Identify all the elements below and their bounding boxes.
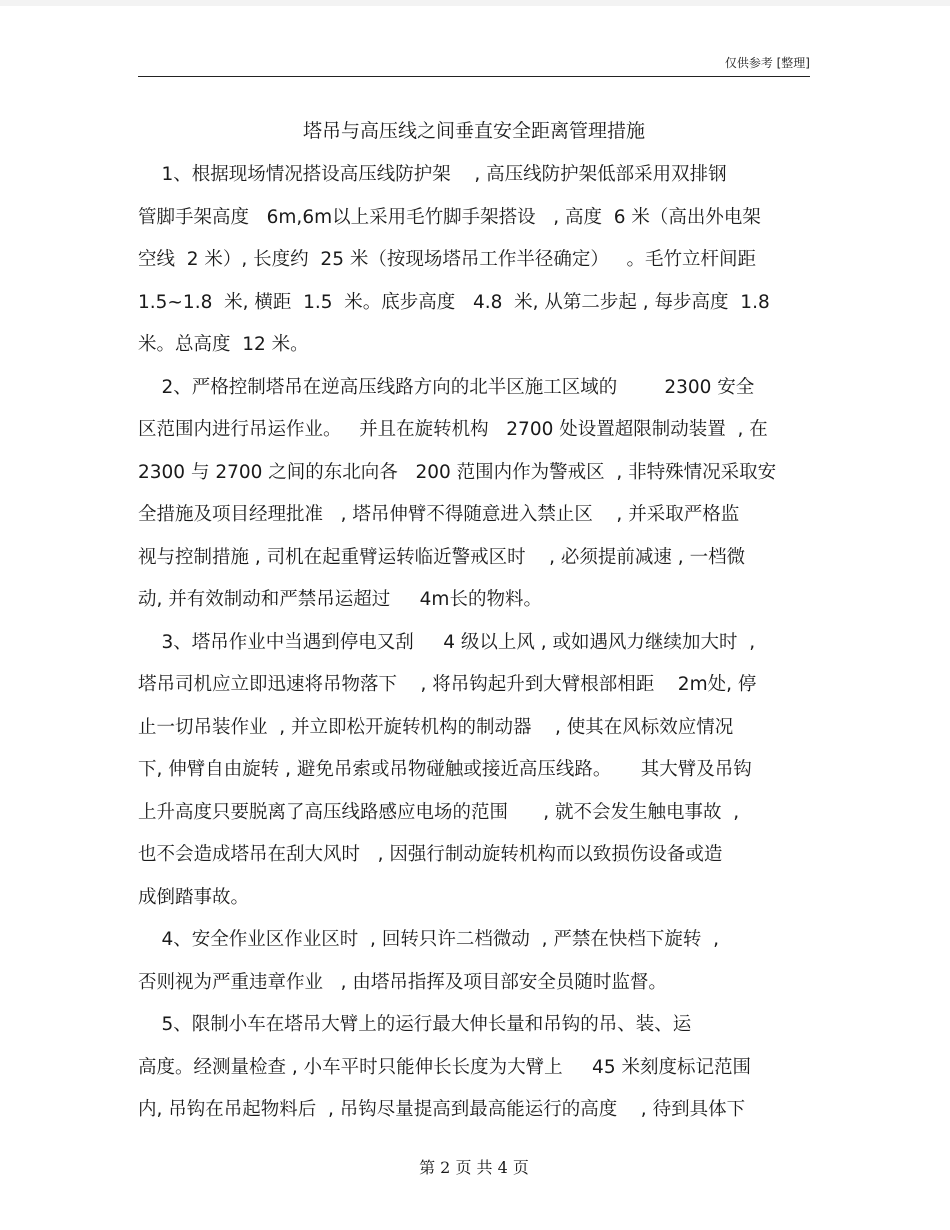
text-line: 成倒踏事故。: [138, 886, 250, 908]
text-line: 内, 吊钩在吊起物料后 , 吊钩尽量提高到最高能运行的高度 , 待到具体下: [138, 1099, 746, 1120]
text-line: 上升高度只要脱离了高压线路感应电场的范围 , 就不会发生触电事故 ,: [138, 801, 740, 823]
text-line: 区范围内进行吊运作业。 并且在旋转机构 2700 处设置超限制动装置 , 在: [138, 419, 768, 440]
header-rule: [138, 76, 810, 77]
text-line: 4、安全作业区作业区时 , 回转只许二档微动 , 严禁在快档下旋转 ,: [138, 929, 719, 950]
page-number: 第 2 页 共 4 页: [419, 1158, 529, 1177]
text-line: 下, 伸臂自由旋转 , 避免吊索或吊物碰触或接近高压线路。 其大臂及吊钩: [138, 759, 752, 780]
document-body: [138, 154, 810, 1132]
text-line: 1、根据现场情况搭设高压线防护架 , 高压线防护架低部采用双排钢: [138, 164, 727, 185]
page-top-edge: [0, 0, 950, 6]
text-line: 否则视为严重违章作业 , 由塔吊指挥及项目部安全员随时监督。: [138, 971, 667, 993]
text-line: 止一切吊装作业 , 并立即松开旋转机构的制动器 , 使其在风标效应情况: [138, 716, 734, 738]
text-line: 1.5~1.8 米, 横距 1.5 米。底步高度 4.8 米, 从第二步起 , 每步高度 1.8: [138, 291, 770, 313]
document-title: 塔吊与高压线之间垂直安全距离管理措施: [302, 120, 645, 142]
text-line: 2300 与 2700 之间的东北向各 200 范围内作为警戒区 , 非特殊情况采取安: [138, 461, 777, 483]
text-line: 塔吊司机应立即迅速将吊物落下 , 将吊钩起升到大臂根部相距 2m处, 停: [138, 674, 757, 695]
text-line: 5、限制小车在塔吊大臂上的运行最大伸长量和吊钩的吊、装、运: [138, 1014, 692, 1035]
text-line: 高度。经测量检查 , 小车平时只能伸长长度为大臂上 45 米刻度标记范围: [138, 1056, 751, 1078]
text-line: 全措施及项目经理批准 , 塔吊伸臂不得随意进入禁止区 , 并采取严格监: [138, 504, 740, 525]
text-line: 视与控制措施 , 司机在起重臂运转临近警戒区时 , 必须提前减速 , 一档微: [138, 546, 746, 568]
text-line: 也不会造成塔吊在刮大风时 , 因强行制动旋转机构而以致损伤设备或造: [138, 844, 723, 865]
text-line: 3、塔吊作业中当遇到停电又刮 4 级以上风 , 或如遇风力继续加大时 ,: [138, 631, 756, 653]
text-line: 米。总高度 12 米。: [138, 334, 309, 355]
text-line: 动, 并有效制动和严禁吊运超过 4m长的物料。: [138, 589, 542, 610]
header-note: 仅供参考 [整理]: [724, 56, 810, 70]
text-line: 空线 2 米）, 长度约 25 米（按现场塔吊工作半径确定） 。毛竹立杆间距: [138, 249, 757, 270]
text-line: 管脚手架高度 6m,6m以上采用毛竹脚手架搭设 , 高度 6 米（高出外电架: [138, 206, 761, 228]
text-line: 2、严格控制塔吊在逆高压线路方向的北半区施工区域的 2300 安全: [138, 376, 755, 398]
